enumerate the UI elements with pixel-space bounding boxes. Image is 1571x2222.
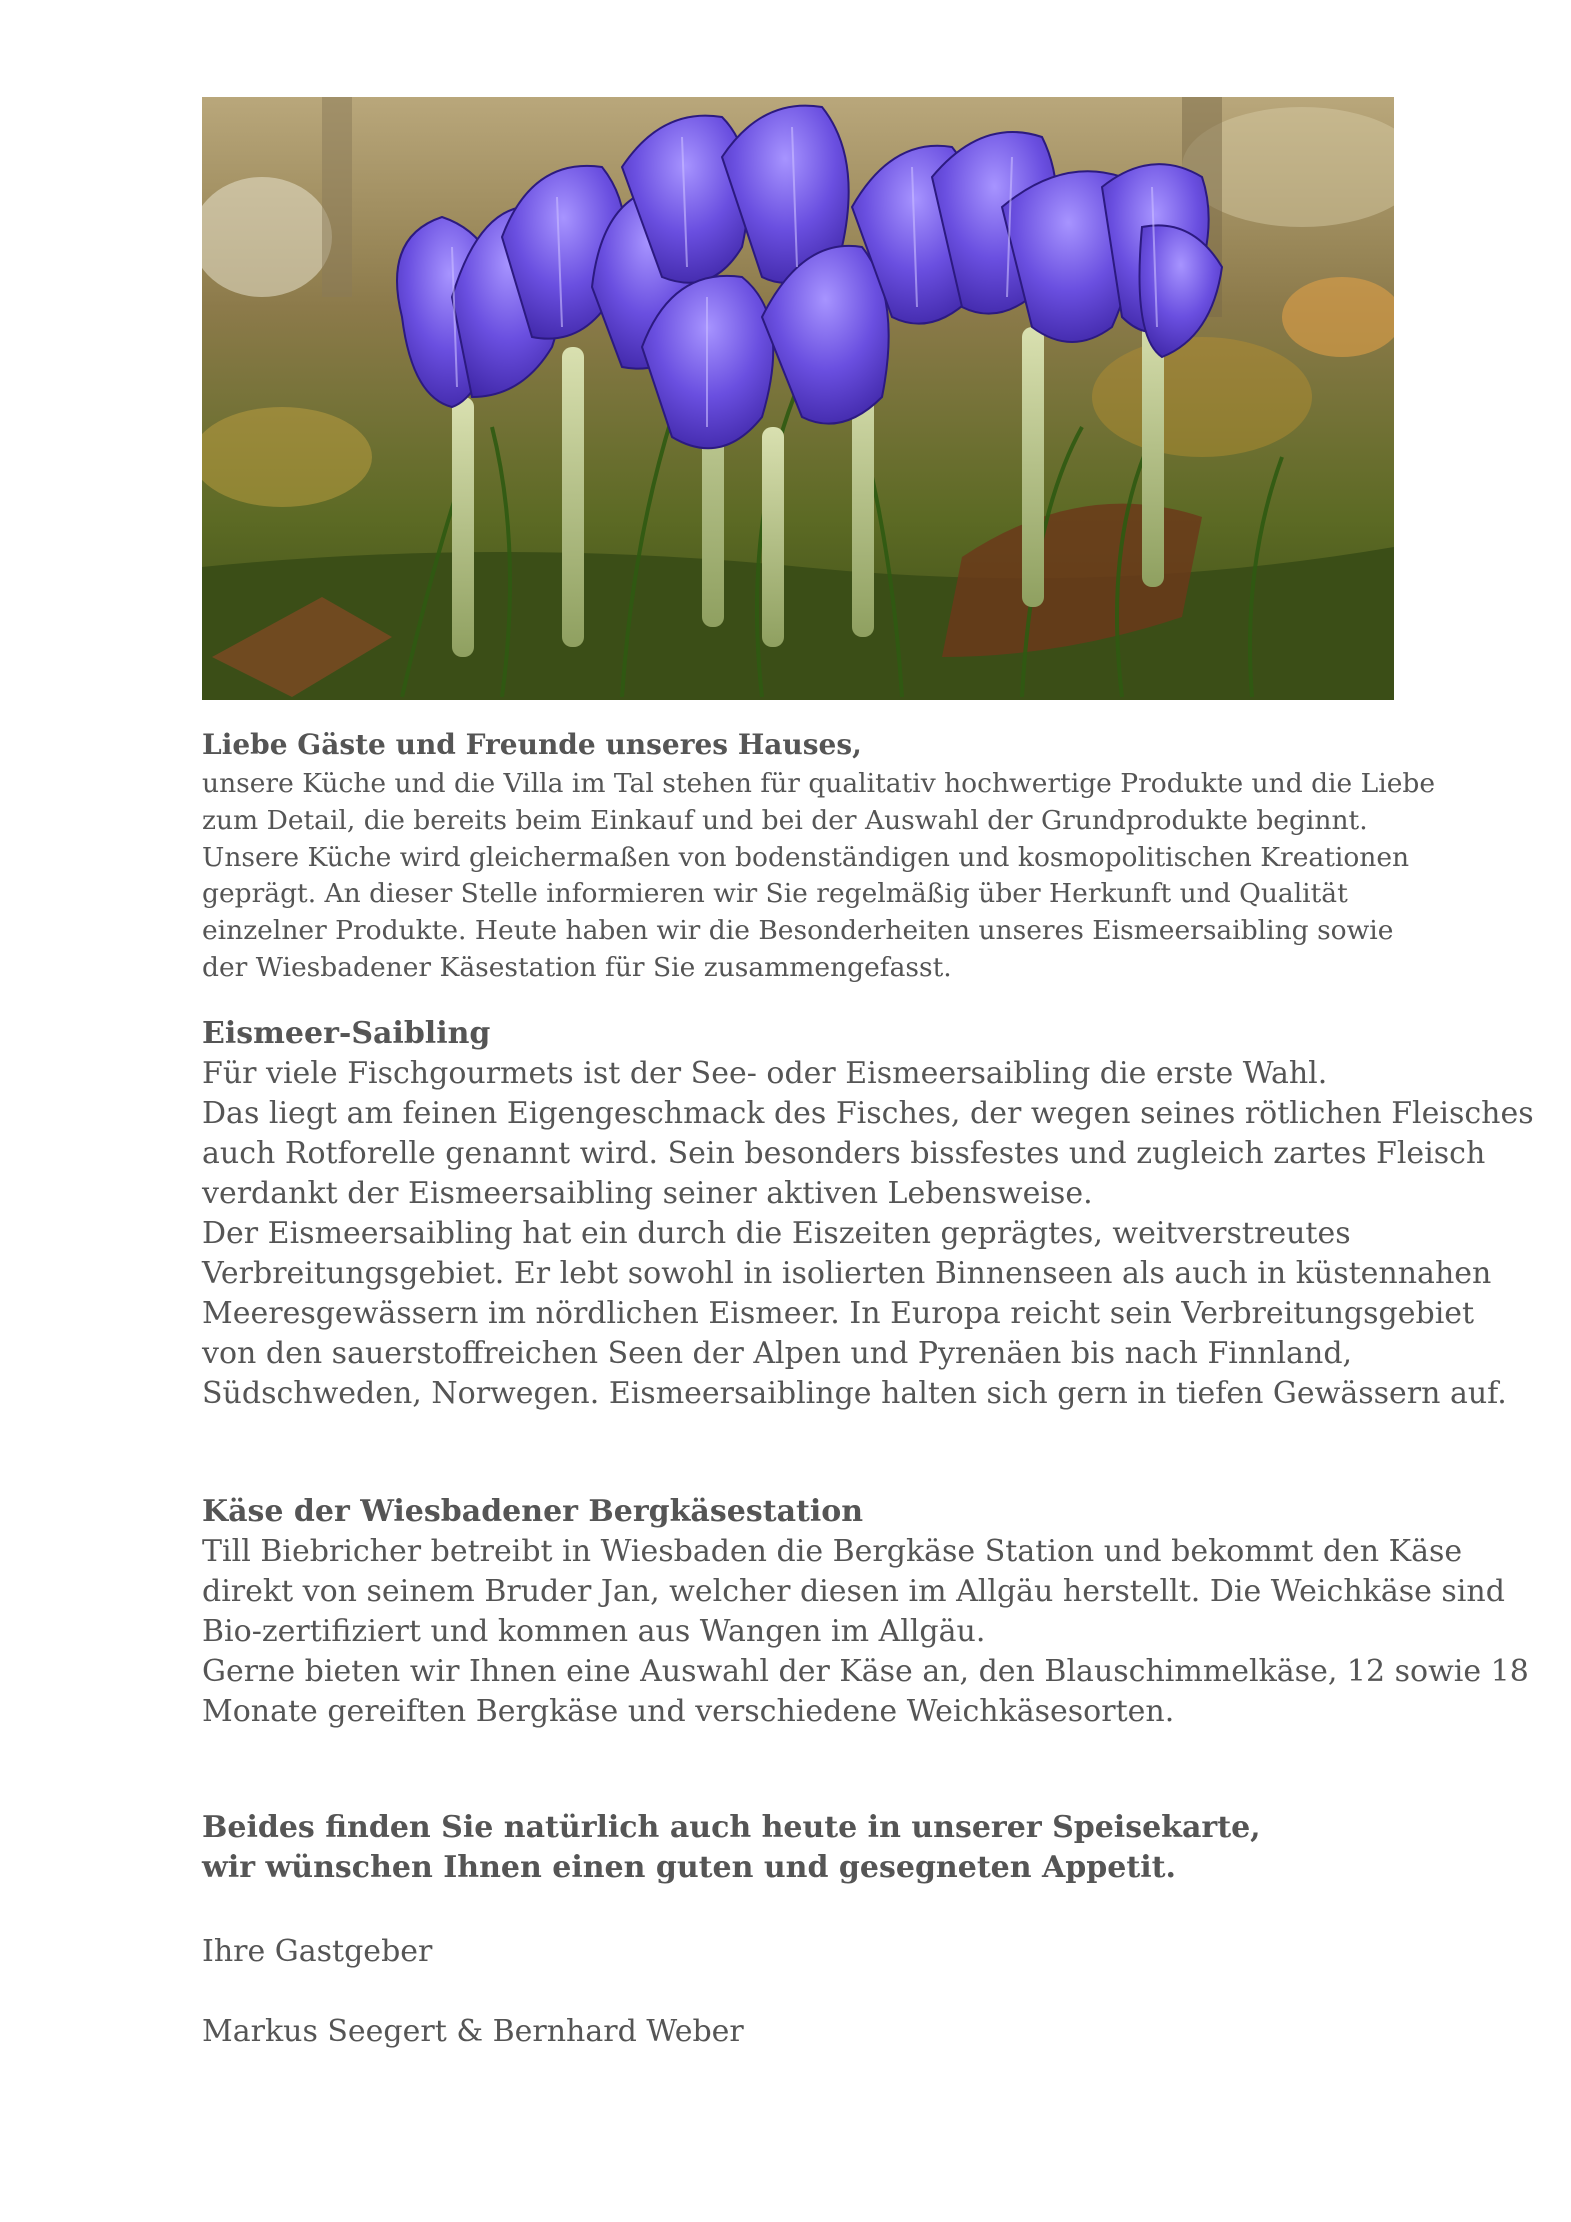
- fish-line: auch Rotforelle genannt wird. Sein besonders bissfestes und zugleich zartes Fleisch: [202, 1136, 1486, 1171]
- closing-line: Beides finden Sie natürlich auch heute in unserer Speisekarte,: [202, 1810, 1261, 1845]
- closing-statement: [202, 1808, 1402, 1888]
- fish-line: Südschweden, Norwegen. Eismeersaiblinge halten sich gern in tiefen Gewässern auf.: [202, 1376, 1507, 1411]
- signature-names: Markus Seegert & Bernhard Weber: [202, 2014, 744, 2049]
- fish-line: Das liegt am feinen Eigengeschmack des Fisches, der wegen seines rötlichen Fleisches: [202, 1096, 1534, 1131]
- cheese-section-heading: Käse der Wiesbadener Bergkäsestation: [202, 1494, 864, 1529]
- cheese-line: Gerne bieten wir Ihnen eine Auswahl der Käse an, den Blauschimmelkäse, 12 sowie 18: [202, 1654, 1529, 1689]
- intro-line: zum Detail, die bereits beim Einkauf und bei der Auswahl der Grundprodukte beginnt.: [202, 804, 1368, 836]
- greeting-heading: Liebe Gäste und Freunde unseres Hauses,: [202, 728, 862, 761]
- cheese-line: direkt von seinem Bruder Jan, welcher diesen im Allgäu herstellt. Die Weichkäse sind: [202, 1574, 1505, 1609]
- intro-line: geprägt. An dieser Stelle informieren wir Sie regelmäßig über Herkunft und Qualität: [202, 878, 1348, 910]
- cheese-line: Bio-zertifiziert und kommen aus Wangen im Allgäu.: [202, 1614, 986, 1649]
- closing-line: wir wünschen Ihnen einen guten und gesegneten Appetit.: [202, 1850, 1176, 1885]
- fish-line: verdankt der Eismeersaibling seiner aktiven Lebensweise.: [202, 1176, 1093, 1211]
- fish-line: von den sauerstoffreichen Seen der Alpen und Pyrenäen bis nach Finnland,: [202, 1336, 1353, 1371]
- cheese-line: Monate gereiften Bergkäse und verschiedene Weichkäsesorten.: [202, 1694, 1175, 1729]
- intro-line: unsere Küche und die Villa im Tal stehen für qualitativ hochwertige Produkte und die Liebe: [202, 768, 1436, 799]
- signature-greeting: Ihre Gastgeber: [202, 1934, 433, 1969]
- fish-line: Verbreitungsgebiet. Er lebt sowohl in isolierten Binnenseen als auch in küstennahen: [202, 1256, 1492, 1291]
- fish-line: Meeresgewässern im nördlichen Eismeer. In Europa reicht sein Verbreitungsgebiet: [202, 1296, 1475, 1331]
- intro-line: Unsere Küche wird gleichermaßen von bodenständigen und kosmopolitischen Kreationen: [202, 841, 1410, 873]
- fish-section-heading: Eismeer-Saibling: [202, 1016, 491, 1051]
- intro-line: einzelner Produkte. Heute haben wir die Besonderheiten unseres Eismeersaibling sowie: [202, 915, 1394, 947]
- cheese-line: Till Biebricher betreibt in Wiesbaden die Bergkäse Station und bekommt den Käse: [202, 1534, 1463, 1569]
- fish-line: Für viele Fischgourmets ist der See- oder Eismeersaibling die erste Wahl.: [202, 1056, 1328, 1091]
- cheese-paragraph: [202, 1532, 1529, 1732]
- fish-line: Der Eismeersaibling hat ein durch die Eiszeiten geprägtes, weitverstreutes: [202, 1216, 1351, 1251]
- intro-paragraph: [202, 766, 1436, 987]
- fish-paragraph: [202, 1054, 1534, 1414]
- crocus-flowers-photo: [202, 97, 1394, 700]
- intro-line: der Wiesbadener Käsestation für Sie zusammengefasst.: [202, 951, 952, 983]
